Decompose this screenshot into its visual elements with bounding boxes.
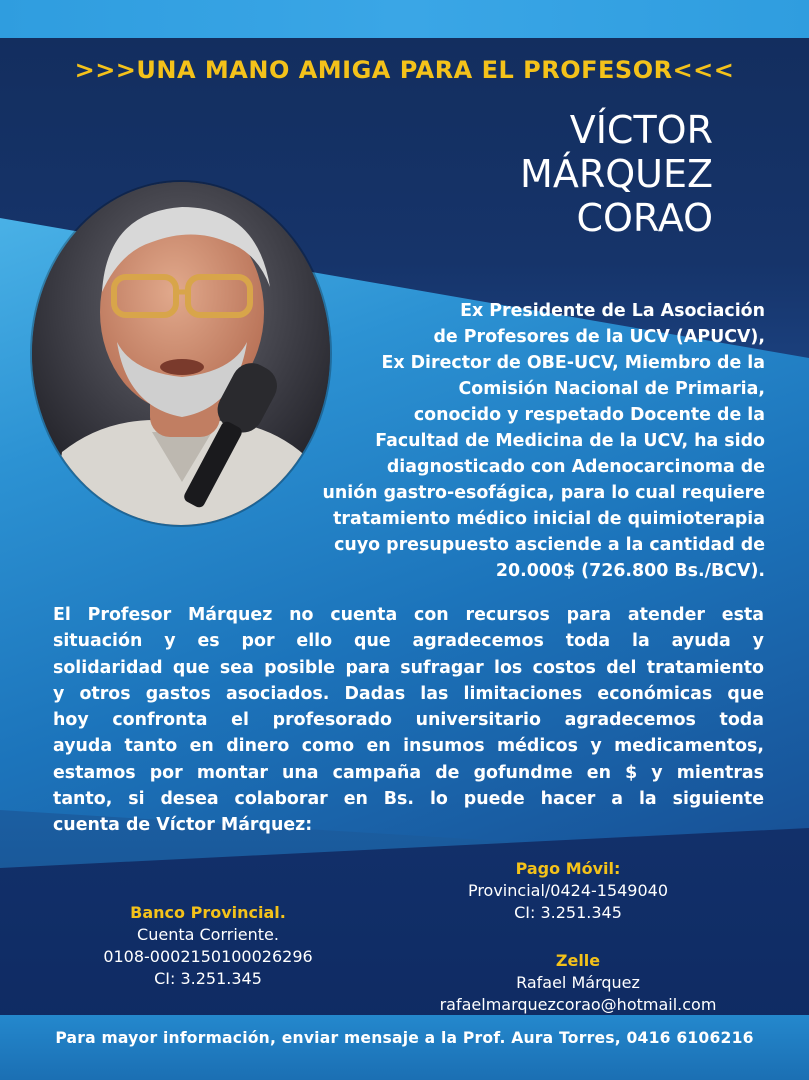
portrait-photo (32, 182, 330, 525)
zelle-block (428, 950, 728, 1016)
pago-movil-ci: CI: 3.251.345 (514, 903, 622, 922)
bank-block (58, 902, 358, 990)
top-frame-band (0, 0, 809, 40)
pago-movil-phone: Provincial/0424-1549040 (467, 881, 669, 900)
zelle-email: rafaelmarquezcorao@hotmail.com (439, 995, 717, 1014)
headline: >>>UNA MANO AMIGA PARA EL PROFESOR<<< (74, 56, 735, 84)
person-name (520, 108, 713, 240)
appeal-line: solidaridad que sea posible para sufragar los costos del tratamiento (53, 657, 764, 678)
zelle-name: Rafael Márquez (516, 973, 640, 992)
bio-line: 20.000$ (726.800 Bs./BCV). (495, 561, 765, 581)
appeal-line: hoy confronta el profesorado universitario agradecemos toda (53, 710, 764, 731)
bank-title: Banco Provincial. (130, 903, 286, 922)
bio-line: de Profesores de la UCV (APUCV), (433, 327, 765, 347)
bio-line: unión gastro-esofágica, para lo cual requiere (322, 483, 765, 503)
appeal-line: y otros gastos asociados. Dadas las limitaciones económicas que (53, 683, 764, 704)
bio-line: diagnosticado con Adenocarcinoma de (386, 457, 765, 477)
bio-line: Ex Presidente de La Asociación (460, 301, 765, 321)
appeal-line: situación y es por ello que agradecemos toda la ayuda y (53, 631, 764, 652)
appeal-line: El Profesor Márquez no cuenta con recursos para atender esta (53, 605, 764, 625)
appeal-line: ayuda tanto en dinero como en insumos médicos y medicamentos, (53, 736, 764, 757)
bio-line: Ex Director de OBE-UCV, Miembro de la (381, 353, 765, 373)
pago-movil-title: Pago Móvil: (515, 859, 621, 878)
bio-line: tratamiento médico inicial de quimioterapia (333, 509, 765, 529)
portrait-illustration (32, 182, 330, 525)
footer-band (0, 1015, 809, 1080)
bank-account-number: 0108-0002150100026296 (103, 947, 313, 966)
bio-line: cuyo presupuesto asciende a la cantidad de (334, 535, 765, 555)
bio-line: conocido y respetado Docente de la (413, 405, 765, 425)
appeal-line: tanto, si desea colaborar en Bs. lo puede hacer a la siguiente (53, 789, 764, 810)
appeal-paragraph (53, 602, 764, 839)
name-line: CORAO (576, 196, 713, 240)
bio-paragraph (295, 298, 765, 584)
bio-line: Comisión Nacional de Primaria, (458, 379, 765, 399)
bio-line: Facultad de Medicina de la UCV, ha sido (375, 431, 765, 451)
appeal-line: cuenta de Víctor Márquez: (53, 815, 313, 836)
zelle-title: Zelle (555, 951, 601, 970)
footer-contact: Para mayor información, enviar mensaje a la Prof. Aura Torres, 0416 6106216 (55, 1029, 754, 1047)
name-line: MÁRQUEZ (520, 152, 713, 196)
bank-account-type: Cuenta Corriente. (137, 925, 279, 944)
bank-ci: CI: 3.251.345 (154, 969, 262, 988)
name-line: VÍCTOR (569, 108, 713, 152)
appeal-line: estamos por montar una campaña de gofundme en $ y mientras (53, 762, 764, 783)
pago-movil-block (418, 858, 718, 924)
